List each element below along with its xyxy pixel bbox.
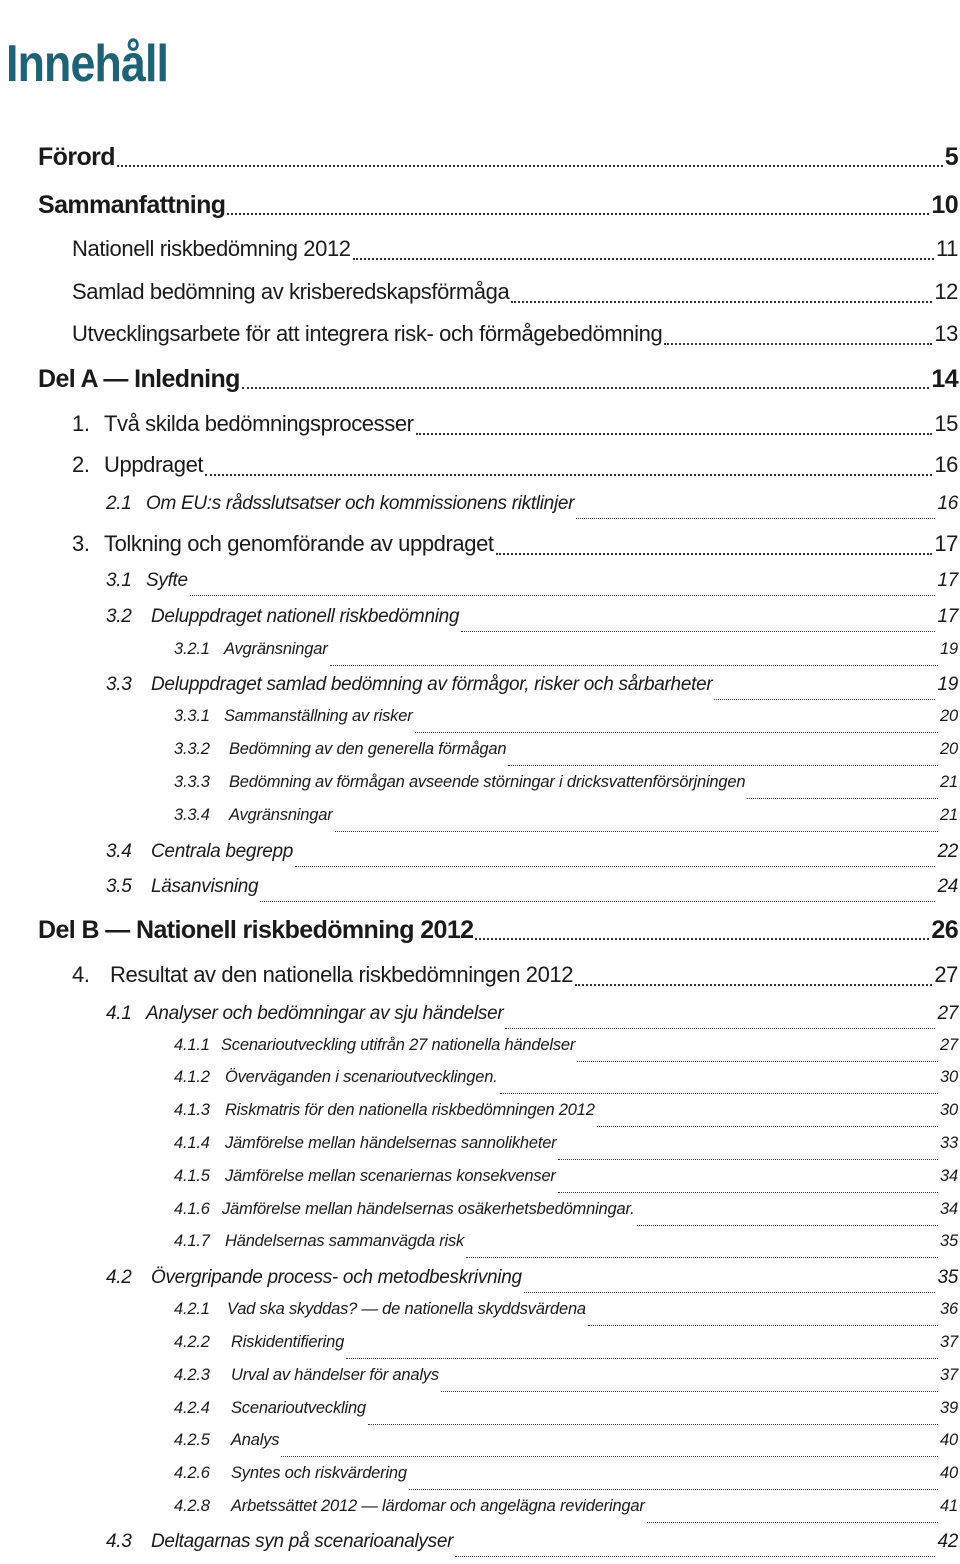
toc-entry-page-number: 33 bbox=[940, 1134, 958, 1152]
toc-entry-label: Del A — Inledning bbox=[38, 365, 240, 393]
toc-entry-number: 3.3.2 bbox=[174, 740, 210, 758]
toc-entry[interactable] bbox=[174, 740, 958, 770]
toc-entry-number: 4.2.2 bbox=[174, 1333, 210, 1351]
toc-entry-page-number: 15 bbox=[934, 411, 958, 436]
dot-leader bbox=[295, 866, 935, 867]
toc-entry-page-number: 12 bbox=[934, 279, 958, 304]
toc-entry[interactable] bbox=[174, 1036, 958, 1066]
toc-entry-page-number: 41 bbox=[940, 1497, 958, 1515]
dot-leader bbox=[524, 1292, 936, 1293]
toc-entry-page-number: 17 bbox=[934, 531, 958, 556]
dot-leader bbox=[205, 474, 932, 476]
dot-leader bbox=[505, 1028, 935, 1029]
toc-entry[interactable] bbox=[38, 916, 958, 946]
toc-entry-label: Jämförelse mellan scenariernas konsekvenser bbox=[225, 1167, 556, 1185]
toc-entry-label: Riskmatris för den nationella riskbedömningen 2012 bbox=[225, 1101, 595, 1119]
dot-leader bbox=[747, 798, 938, 799]
toc-entry-label: Samlad bedömning av krisberedskapsförmåga bbox=[72, 279, 510, 304]
dot-leader bbox=[117, 165, 943, 167]
toc-entry-page-number: 24 bbox=[937, 876, 958, 897]
toc-entry[interactable] bbox=[106, 570, 958, 600]
dot-leader bbox=[466, 1257, 938, 1258]
toc-entry[interactable] bbox=[174, 1431, 958, 1461]
toc-entry-page-number: 30 bbox=[940, 1101, 958, 1119]
toc-entry-label: Läsanvisning bbox=[151, 876, 259, 897]
toc-entry-page-number: 5 bbox=[944, 143, 958, 171]
toc-entry-number: 3.2 bbox=[106, 606, 132, 627]
toc-entry-number: 3.1 bbox=[106, 570, 132, 591]
dot-leader bbox=[508, 765, 938, 766]
dot-leader bbox=[647, 1522, 938, 1523]
toc-entry-number: 4.2.4 bbox=[174, 1399, 210, 1417]
toc-entry-page-number: 34 bbox=[940, 1167, 958, 1185]
toc-entry[interactable] bbox=[72, 236, 958, 266]
toc-entry-label: Deluppdraget samlad bedömning av förmågor, risker och sårbarheter bbox=[151, 674, 713, 695]
toc-entry[interactable] bbox=[72, 531, 958, 561]
dot-leader bbox=[415, 732, 939, 733]
dot-leader bbox=[575, 984, 932, 986]
toc-entry[interactable] bbox=[174, 1232, 958, 1262]
toc-entry-label: Övergripande process- och metodbeskrivning bbox=[151, 1267, 522, 1288]
toc-entry-page-number: 40 bbox=[940, 1464, 958, 1482]
toc-entry-page-number: 37 bbox=[940, 1333, 958, 1351]
dot-leader bbox=[500, 1093, 938, 1094]
toc-entry-label: Centrala begrepp bbox=[151, 841, 294, 862]
toc-entry-number: 4.1.4 bbox=[174, 1134, 210, 1152]
toc-entry-page-number: 35 bbox=[940, 1232, 958, 1250]
toc-entry[interactable] bbox=[106, 493, 958, 523]
toc-entry-page-number: 13 bbox=[934, 321, 958, 346]
toc-entry-label: Sammanställning av risker bbox=[224, 707, 413, 725]
toc-entry[interactable] bbox=[174, 773, 958, 803]
toc-entry[interactable] bbox=[106, 1003, 958, 1033]
toc-entry-label: Resultat av den nationella riskbedömningen 2012 bbox=[110, 962, 574, 987]
toc-entry-label: Bedömning av den generella förmågan bbox=[229, 740, 507, 758]
toc-entry[interactable] bbox=[72, 962, 958, 992]
toc-entry[interactable] bbox=[72, 452, 958, 482]
toc-entry-label: Om EU:s rådsslutsatser och kommissionens riktlinjer bbox=[146, 493, 575, 514]
toc-entry-label: Uppdraget bbox=[104, 452, 204, 477]
toc-entry-label: Händelsernas sammanvägda risk bbox=[225, 1232, 465, 1250]
toc-entry[interactable] bbox=[72, 321, 958, 351]
dot-leader bbox=[281, 1456, 938, 1457]
toc-entry[interactable] bbox=[174, 1333, 958, 1363]
toc-entry-page-number: 20 bbox=[940, 740, 958, 758]
toc-entry-label: Vad ska skyddas? — de nationella skyddsvärdena bbox=[227, 1300, 586, 1318]
toc-entry-label: Syfte bbox=[146, 570, 188, 591]
toc-entry-number: 3.3.1 bbox=[174, 707, 210, 725]
toc-entry-page-number: 16 bbox=[934, 452, 958, 477]
toc-entry-page-number: 36 bbox=[940, 1300, 958, 1318]
toc-entry-number: 3.3.4 bbox=[174, 806, 210, 824]
dot-leader bbox=[664, 343, 932, 345]
toc-entry-page-number: 40 bbox=[940, 1431, 958, 1449]
toc-entry[interactable] bbox=[38, 143, 958, 173]
toc-entry-number: 3.4 bbox=[106, 841, 132, 862]
toc-entry-number: 3.5 bbox=[106, 876, 132, 897]
toc-entry[interactable] bbox=[106, 1267, 958, 1297]
toc-entry-number: 2.1 bbox=[106, 493, 132, 514]
dot-leader bbox=[227, 213, 929, 215]
toc-entry-number: 3.2.1 bbox=[174, 640, 210, 658]
dot-leader bbox=[330, 665, 939, 666]
toc-entry-label: Två skilda bedömningsprocesser bbox=[104, 411, 414, 436]
dot-leader bbox=[368, 1424, 938, 1425]
toc-entry-page-number: 34 bbox=[940, 1200, 958, 1218]
toc-entry-number: 4.2.6 bbox=[174, 1464, 210, 1482]
toc-entry-number: 1. bbox=[72, 411, 90, 436]
dot-leader bbox=[260, 901, 935, 902]
toc-entry-page-number: 14 bbox=[931, 365, 958, 393]
toc-entry[interactable] bbox=[174, 707, 958, 737]
toc-entry-label: Analys bbox=[231, 1431, 280, 1449]
dot-leader bbox=[242, 387, 930, 389]
toc-entry[interactable] bbox=[174, 1497, 958, 1527]
dot-leader bbox=[576, 518, 935, 519]
toc-entry-number: 4.1.2 bbox=[174, 1068, 210, 1086]
dot-leader bbox=[335, 831, 939, 832]
toc-entry-label: Del B — Nationell riskbedömning 2012 bbox=[38, 916, 474, 944]
toc-entry[interactable] bbox=[174, 640, 958, 670]
dot-leader bbox=[441, 1391, 938, 1392]
toc-entry-number: 4. bbox=[72, 962, 90, 987]
toc-entry-label: Deltagarnas syn på scenarioanalyser bbox=[151, 1531, 454, 1552]
dot-leader bbox=[558, 1192, 938, 1193]
toc-entry-page-number: 19 bbox=[940, 640, 958, 658]
toc-entry-page-number: 20 bbox=[940, 707, 958, 725]
toc-entry[interactable] bbox=[174, 1068, 958, 1098]
toc-entry-number: 4.2 bbox=[106, 1267, 132, 1288]
toc-entry-label: Deluppdraget nationell riskbedömning bbox=[151, 606, 460, 627]
toc-entry-page-number: 37 bbox=[940, 1366, 958, 1384]
toc-entry[interactable] bbox=[106, 606, 958, 636]
dot-leader bbox=[558, 1159, 938, 1160]
dot-leader bbox=[577, 1061, 938, 1062]
toc-entry-number: 4.3 bbox=[106, 1531, 132, 1552]
toc-entry-number: 4.1.1 bbox=[174, 1036, 210, 1054]
toc-entry-number: 4.1.5 bbox=[174, 1167, 210, 1185]
toc-entry-page-number: 26 bbox=[931, 916, 958, 944]
toc-entry-label: Scenarioutveckling bbox=[231, 1399, 366, 1417]
toc-entry[interactable] bbox=[72, 411, 958, 441]
toc-entry[interactable] bbox=[174, 1134, 958, 1164]
toc-entry-number: 4.1.7 bbox=[174, 1232, 210, 1250]
toc-entry-label: Syntes och riskvärdering bbox=[231, 1464, 407, 1482]
dot-leader bbox=[416, 433, 933, 435]
toc-entry[interactable] bbox=[174, 1200, 958, 1230]
toc-entry-page-number: 42 bbox=[937, 1531, 958, 1552]
dot-leader bbox=[409, 1489, 938, 1490]
toc-entry-page-number: 10 bbox=[931, 191, 958, 219]
toc-entry-number: 4.1 bbox=[106, 1003, 132, 1024]
toc-entry-page-number: 17 bbox=[937, 606, 958, 627]
dot-leader bbox=[353, 258, 934, 260]
dot-leader bbox=[588, 1325, 938, 1326]
toc-entry-label: Överväganden i scenarioutvecklingen. bbox=[225, 1068, 498, 1086]
toc-entry-label: Analyser och bedömningar av sju händelser bbox=[146, 1003, 504, 1024]
toc-entry-label: Avgränsningar bbox=[224, 640, 328, 658]
dot-leader bbox=[461, 631, 935, 632]
toc-entry[interactable] bbox=[174, 1366, 958, 1396]
toc-entry-page-number: 35 bbox=[937, 1267, 958, 1288]
toc-entry[interactable] bbox=[72, 279, 958, 309]
toc-entry-label: Tolkning och genomförande av uppdraget bbox=[104, 531, 494, 556]
toc-entry-number: 3.3 bbox=[106, 674, 132, 695]
toc-entry-page-number: 27 bbox=[937, 1003, 958, 1024]
toc-entry-label: Jämförelse mellan händelsernas sannolikheter bbox=[225, 1134, 557, 1152]
toc-entry-page-number: 21 bbox=[940, 806, 958, 824]
toc-entry-label: Scenarioutveckling utifrån 27 nationella händelser bbox=[221, 1036, 576, 1054]
toc-entry[interactable] bbox=[174, 1300, 958, 1330]
toc-entry[interactable] bbox=[106, 1531, 958, 1561]
toc-entry[interactable] bbox=[174, 1464, 958, 1494]
toc-entry-number: 3. bbox=[72, 531, 90, 556]
toc-entry-label: Jämförelse mellan händelsernas osäkerhetsbedömningar. bbox=[222, 1200, 635, 1218]
toc-entry[interactable] bbox=[106, 674, 958, 704]
toc-entry-page-number: 16 bbox=[937, 493, 958, 514]
toc-entry-label: Urval av händelser för analys bbox=[231, 1366, 439, 1384]
dot-leader bbox=[637, 1225, 939, 1226]
toc-entry-label: Avgränsningar bbox=[229, 806, 333, 824]
toc-entry-label: Riskidentifiering bbox=[231, 1333, 345, 1351]
dot-leader bbox=[511, 301, 932, 303]
toc-entry-label: Förord bbox=[38, 143, 115, 171]
toc-entry-page-number: 19 bbox=[937, 674, 958, 695]
dot-leader bbox=[190, 595, 936, 596]
toc-entry-number: 2. bbox=[72, 452, 90, 477]
dot-leader bbox=[455, 1556, 935, 1557]
toc-entry-page-number: 27 bbox=[934, 962, 958, 987]
toc-entry-number: 4.1.3 bbox=[174, 1101, 210, 1119]
toc-entry-label: Nationell riskbedömning 2012 bbox=[72, 236, 351, 261]
toc-entry-label: Arbetssättet 2012 — lärdomar och angelägna revideringar bbox=[231, 1497, 645, 1515]
toc-entry-number: 4.1.6 bbox=[174, 1200, 210, 1218]
dot-leader bbox=[714, 699, 935, 700]
toc-entry[interactable] bbox=[174, 1101, 958, 1131]
dot-leader bbox=[496, 553, 933, 555]
toc-entry-page-number: 17 bbox=[937, 570, 958, 591]
toc-entry-number: 4.2.3 bbox=[174, 1366, 210, 1384]
toc-entry-number: 3.3.3 bbox=[174, 773, 210, 791]
toc-entry[interactable] bbox=[106, 841, 958, 871]
toc-entry[interactable] bbox=[38, 191, 958, 221]
toc-entry[interactable] bbox=[174, 1399, 958, 1429]
dot-leader bbox=[475, 938, 929, 940]
toc-entry-page-number: 39 bbox=[940, 1399, 958, 1417]
toc-entry-label: Sammanfattning bbox=[38, 191, 226, 219]
toc-entry[interactable] bbox=[174, 806, 958, 836]
toc-entry-page-number: 11 bbox=[935, 236, 958, 261]
toc-entry-page-number: 30 bbox=[940, 1068, 958, 1086]
dot-leader bbox=[346, 1358, 938, 1359]
toc-entry[interactable] bbox=[106, 876, 958, 906]
page-title: Innehåll bbox=[6, 34, 169, 93]
toc-entry-number: 4.2.1 bbox=[174, 1300, 210, 1318]
toc-entry-page-number: 21 bbox=[940, 773, 958, 791]
toc-entry[interactable] bbox=[174, 1167, 958, 1197]
toc-entry[interactable] bbox=[38, 365, 958, 395]
toc-entry-number: 4.2.8 bbox=[174, 1497, 210, 1515]
toc-entry-label: Bedömning av förmågan avseende störningar i dricksvattenförsörjningen bbox=[229, 773, 746, 791]
toc-entry-label: Utvecklingsarbete för att integrera risk- och förmågebedömning bbox=[72, 321, 663, 346]
toc-entry-number: 4.2.5 bbox=[174, 1431, 210, 1449]
dot-leader bbox=[597, 1126, 938, 1127]
toc-entry-page-number: 22 bbox=[937, 841, 958, 862]
toc-entry-page-number: 27 bbox=[940, 1036, 958, 1054]
